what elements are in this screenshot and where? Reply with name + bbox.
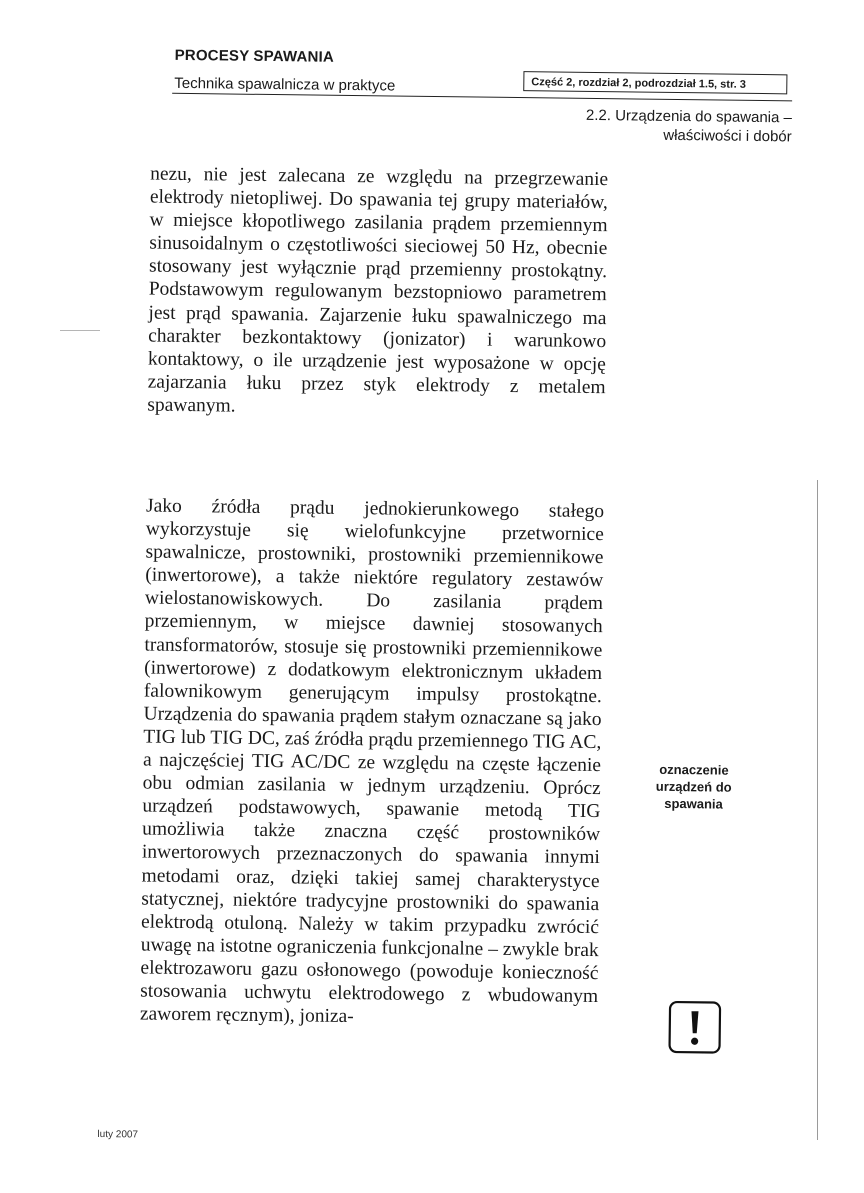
body-paragraph-2: Jako źródła prądu jednokierunkowego stałego wykorzystuje się wielofunkcyjne przetwornice spawalnicze, prostowniki, prostowniki przemiennikowe (inwertorowe), a także niektóre regulatory zestawów wielostanowiskowych. Do zasilania prądem przemiennym, w miejsce dawniej stosowanych transformatorów, stosuje się prostowniki przemiennikowe (inwertorowe) z dodatkowym elektronicznym układem falownikowym generującym impulsy prostokątne. Urządzenia do spawania prądem stałym oznaczane są jako TIG lub TIG DC, zaś źródła prądu przemiennego TIG AC, a najczęściej TIG AC/DC ze względu na częste łączenie obu odmian zasilania w jednym urządzeniu. Oprócz urządzeń podstawowych, spawanie metodą TIG umożliwia także znaczna część prostowników inwertorowych przeznaczonych do spawania innymi metodami oraz, dzięki takiej samej charakterystyce statycznej, niektóre tradycyjne prostowniki do spawania elektrodą otuloną. Należy w takim przypadku zwrócić uwagę na istotne ograniczenia funkcjonalne – zwykle brak elektrozaworu gazu osłonowego (powoduje konieczność stosowania uchwytu elektrodowego z wbudowanym zaworem ręcznym), joniza- [139, 495, 605, 1028]
section-title-line-2: właściwości i dobór [663, 126, 792, 146]
margin-note-line-1: oznaczenie [659, 761, 729, 778]
body-paragraph-1: nezu, nie jest zalecana ze względu na przegrzewanie elektrody nietopliwej. Do spawania tej grupy materiałów, w miejsce kłopotliwego zasilania prądem przemiennym sinusoidalnym o częstotliwości sieciowej 50 Hz, obecnie stosowany jest wyłącznie prąd przemienny prostokątny. Podstawowym regulowanym bezstopniowo parametrem jest prąd spawania. Zajarzenie łuku spawalniczego ma charakter bezkontaktowy (jonizator) i warunkowo kontaktowy, o ile urządzenie jest wyposażone w opcję zajarzania łuku przez styk elektrody z metalem spawanym. [147, 163, 609, 417]
exclamation-icon [666, 999, 723, 1056]
margin-note [637, 761, 750, 813]
section-title [532, 105, 792, 146]
publication-title: PROCESY SPAWANIA [174, 46, 335, 66]
section-title-line-1: 2.2. Urządzenia do spawania – [585, 106, 793, 127]
scan-artifact [60, 330, 100, 331]
scan-margin-line [817, 480, 818, 1140]
margin-note-line-3: spawania [664, 795, 723, 812]
exclamation-icon-graphic [666, 999, 723, 1056]
footer-date: luty 2007 [97, 1128, 139, 1141]
publication-subtitle: Technika spawalnicza w praktyce [174, 74, 396, 95]
margin-note-line-2: urządzeń do [655, 778, 732, 795]
section-reference-box: Część 2, rozdział 2, podrozdział 1.5, str. 3 [523, 71, 787, 94]
